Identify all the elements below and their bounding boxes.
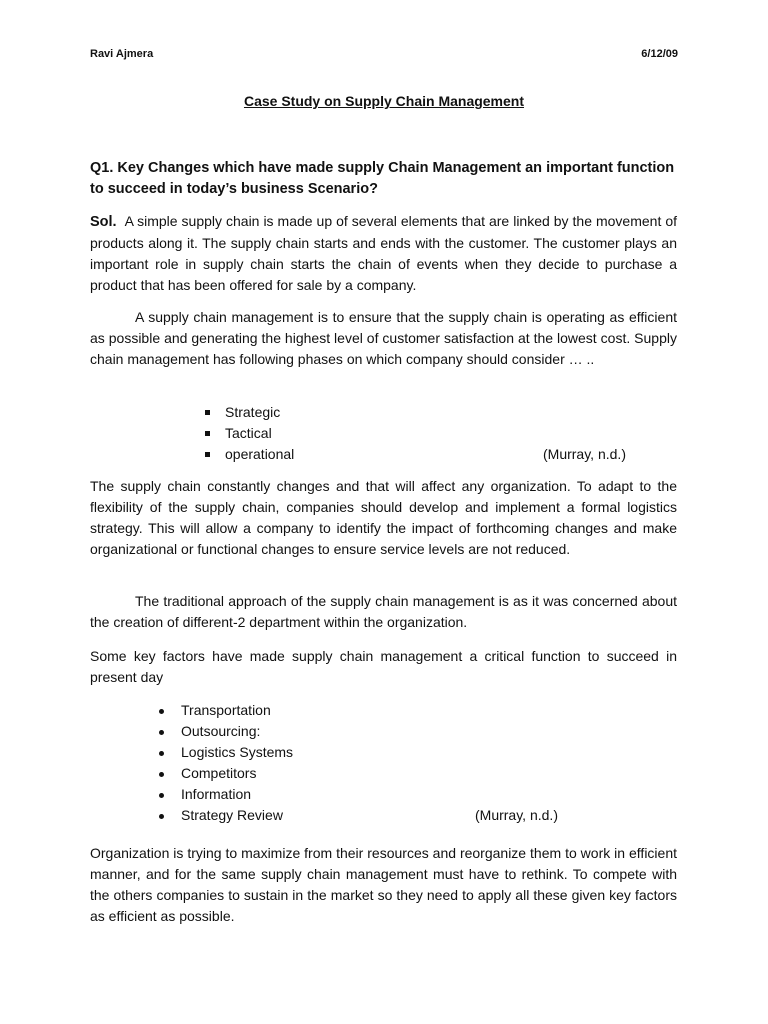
key-factors-list <box>159 700 645 826</box>
paragraph-5: Some key factors have made supply chain management a critical function to succeed in present day <box>90 648 677 685</box>
list-item: Outsourcing: <box>159 721 645 742</box>
paragraph-1-text: A simple supply chain is made up of several elements that are linked by the movement of products along it. The supply chain starts and ends with the customer. The customer plays an important role in supply chain starts the chain of events when they decide to purchase a product that has been offered for sale by a company. <box>90 213 677 293</box>
round-bullet-icon <box>159 730 164 735</box>
round-bullet-icon <box>159 772 164 777</box>
square-bullet-icon <box>205 410 210 415</box>
paragraph-1 <box>90 211 677 296</box>
question-heading: Q1. Key Changes which have made supply Chain Management an important function to succeed in today’s business Scenario? <box>90 160 675 197</box>
paragraph-6: Organization is trying to maximize from their resources and reorganize them to work in efficient manner, and for the same supply chain management must have to rethink. To compete with the others companies to sustain in the market so they need to apply all these given key factors as efficient as possible. <box>90 845 677 924</box>
paragraph-2: A supply chain management is to ensure that the supply chain is operating as efficient as possible and generating the highest level of customer satisfaction at the lowest cost. Supply chain management has following phases on which company should consider … .. <box>90 309 677 367</box>
list-item: Strategy Review (Murray, n.d.) <box>159 805 645 826</box>
list-item: operational (Murray, n.d.) <box>205 444 645 465</box>
sol-label: Sol. <box>90 214 117 230</box>
list-item: Strategic <box>205 402 645 423</box>
square-bullet-icon <box>205 431 210 436</box>
citation: (Murray, n.d.) <box>543 446 626 462</box>
paragraph-3: The supply chain constantly changes and that will affect any organization. To adapt to the flexibility of the supply chain, companies should develop and implement a formal logistics strategy. This will allow a company to identify the impact of forthcoming changes and make organizational or functional changes to ensure service levels are not reduced. <box>90 478 677 557</box>
citation: (Murray, n.d.) <box>475 807 558 823</box>
round-bullet-icon <box>159 793 164 798</box>
list-item: Tactical <box>205 423 645 444</box>
author-name: Ravi Ajmera <box>90 48 154 60</box>
list-item: Logistics Systems <box>159 742 645 763</box>
round-bullet-icon <box>159 814 164 819</box>
square-bullet-icon <box>205 452 210 457</box>
list-item: Transportation <box>159 700 645 721</box>
document-title: Case Study on Supply Chain Management <box>243 93 525 109</box>
phases-list <box>205 402 645 465</box>
list-item: Information <box>159 784 645 805</box>
document-date: 6/12/09 <box>641 48 678 60</box>
round-bullet-icon <box>159 751 164 756</box>
paragraph-4: The traditional approach of the supply chain management is as it was concerned about the creation of different-2 department within the organization. <box>90 593 677 630</box>
list-item: Competitors <box>159 763 645 784</box>
round-bullet-icon <box>159 709 164 714</box>
